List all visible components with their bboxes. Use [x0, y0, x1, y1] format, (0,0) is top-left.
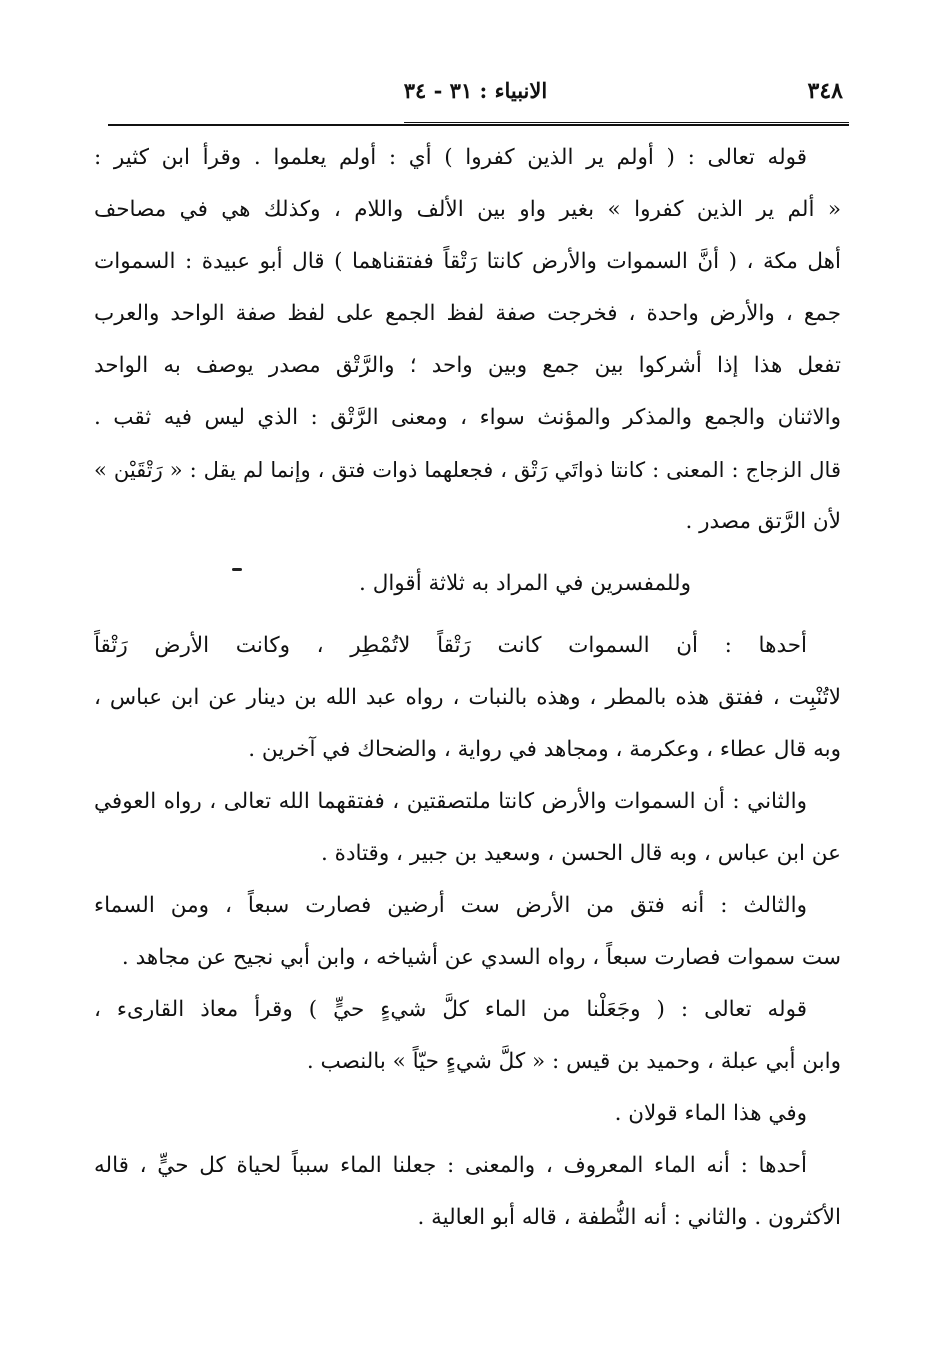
text-line: أحدها : أنه الماء المعروف ، والمعنى : جعلنا الماء سبباً لحياة كل حيٍّ ، قاله [94, 1153, 807, 1178]
text-line: وللمفسرين في المراد به ثلاثة أقوال . [359, 571, 691, 596]
body-text [94, 132, 841, 1244]
text-line: وفي هذا الماء قولان . [614, 1101, 807, 1126]
text-line: قال الزجاج : المعنى : كانتا ذواتَي رَتْق ، فجعلهما ذوات فتق ، وإنما لم يقل : « رَتْقَيْن » [94, 458, 841, 482]
text-line: قوله تعالى : ( وجَعَلْنا من الماء كلَّ شيءٍ حيٍّ ) وقرأ معاذ القارىء ، [94, 997, 807, 1022]
text-line: والثاني : أن السموات والأرض كانتا ملتصقتين ، ففتقهما الله تعالى ، رواه العوفي [94, 789, 807, 814]
text-line: وابن أبي عبلة ، وحميد بن قيس : « كلَّ شيءٍ حيّاً » بالنصب . [306, 1049, 841, 1074]
text-line: والاثنان والجمع والمذكر والمؤنث سواء ، ومعنى الرَّتْق : الذي ليس فيه ثقب . [94, 405, 841, 430]
text-line: والثالث : أنه فتق من الأرض ست أرضين فصارت سبعاً ، ومن السماء [94, 893, 807, 918]
text-line: لاتُنْبِت ، ففتق هذه بالمطر ، وهذه بالنبات ، رواه عبد الله بن دينار عن ابن عباس ، [94, 685, 841, 710]
page-number: ٣٤٨ [807, 78, 843, 104]
page-header [108, 78, 843, 112]
text-line: ست سموات فصارت سبعاً ، رواه السدي عن أشياخه ، وابن أبي نجيح عن مجاهد . [121, 945, 841, 970]
text-line: « ألم ير الذين كفروا » بغير واو بين الألف واللام ، وكذلك هي في مصاحف [94, 197, 841, 222]
text-line: قوله تعالى : ( أولم ير الذين كفروا ) أي : أولم يعلموا . وقرأ ابن كثير : [94, 145, 807, 170]
text-line: لأن الرَّتق مصدر . [685, 509, 841, 534]
text-line: تفعل هذا إذا أشركوا بين جمع وبين واحد ؛ والرَّتْق مصدر يوصف به الواحد [94, 353, 841, 378]
text-line: وبه قال عطاء ، وعكرمة ، ومجاهد في رواية ، والضحاك في آخرين . [248, 737, 841, 762]
header-rule [108, 124, 849, 126]
running-title: الانبياء : ٣١ - ٣٤ [403, 78, 548, 103]
text-line: عن ابن عباس ، وبه قال الحسن ، وسعيد بن جبير ، وقتادة . [321, 841, 841, 866]
text-line: الأكثرون . والثاني : أنه النُّطفة ، قاله أبو العالية . [417, 1205, 841, 1230]
text-line: جمع ، والأرض واحدة ، فخرجت صفة لفظ الجمع على لفظ صفة الواحد والعرب [94, 301, 841, 326]
text-line: أهل مكة ، ( أنَّ السموات والأرض كانتا رَتْقاً ففتقناهما ) قال أبو عبيدة : السموات [94, 249, 841, 274]
text-line: أحدها : أن السموات كانت رَتْقاً لاتُمْطِر ، وكانت الأرض رَتْقاً [94, 633, 807, 658]
